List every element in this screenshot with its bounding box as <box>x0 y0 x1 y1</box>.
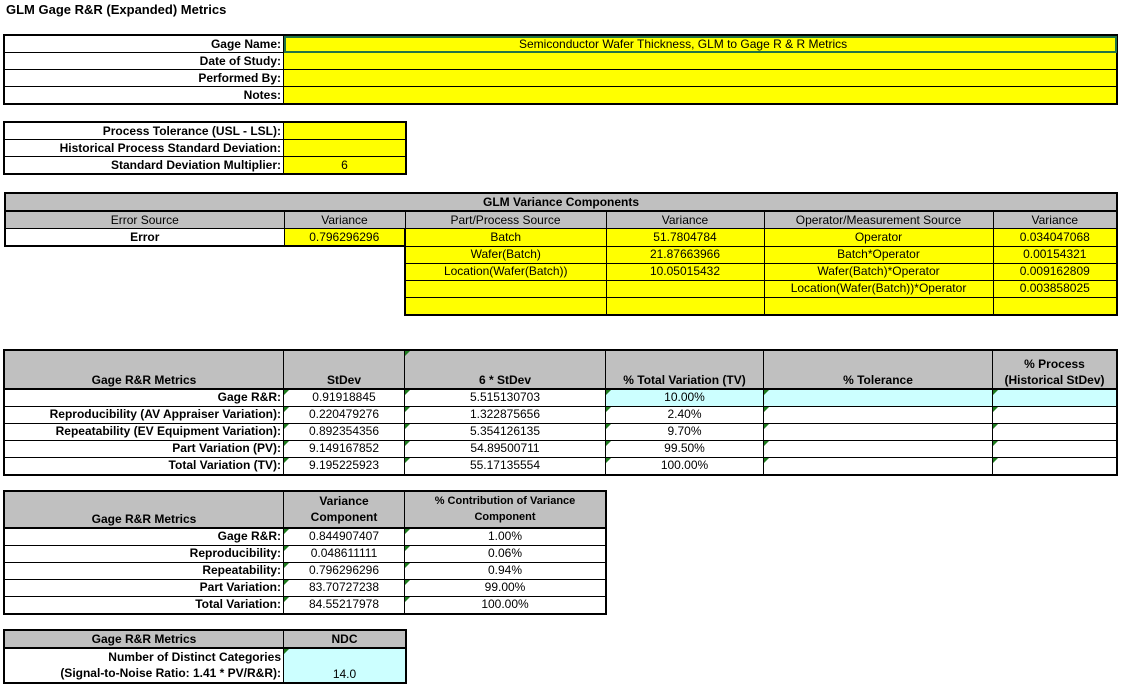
pct-tolerance-cell[interactable] <box>764 423 993 440</box>
metric-label: Reproducibility: <box>5 545 284 562</box>
variance-contribution-table <box>4 491 606 614</box>
variance-cell[interactable]: 83.70727238 <box>284 579 405 596</box>
header-six-stdev: 6 * StDev <box>405 351 606 389</box>
process-params-table <box>4 122 406 174</box>
info-row-date <box>5 53 1117 70</box>
pct-tolerance-cell[interactable] <box>764 440 993 457</box>
glm-row <box>5 297 1117 315</box>
pct-cell[interactable]: 0.94% <box>405 562 606 579</box>
tolerance-label: Process Tolerance (USL - LSL): <box>5 123 284 140</box>
operator-variance-cell[interactable]: 0.009162809 <box>993 263 1117 280</box>
stdev-cell[interactable]: 0.892354356 <box>284 423 405 440</box>
operator-source-cell[interactable]: Location(Wafer(Batch))*Operator <box>764 280 993 297</box>
six-stdev-cell[interactable]: 55.17135554 <box>405 457 606 474</box>
sheet-title: GLM Gage R&R (Expanded) Metrics <box>6 2 227 17</box>
operator-variance-cell[interactable]: 0.00154321 <box>993 246 1117 263</box>
part-source-cell[interactable]: Wafer(Batch) <box>405 246 606 263</box>
table-row <box>5 545 606 562</box>
table-row <box>5 406 1117 423</box>
error-variance-cell[interactable]: 0.796296296 <box>284 229 405 247</box>
pct-process-cell[interactable] <box>993 406 1117 423</box>
gage-name-label: Gage Name: <box>5 36 284 53</box>
pct-tolerance-cell[interactable] <box>764 389 993 407</box>
header-error-variance: Variance <box>284 211 405 229</box>
pct-tv-cell[interactable]: 2.40% <box>606 406 764 423</box>
metric-label: Repeatability: <box>5 562 284 579</box>
metric-label: Total Variation (TV): <box>5 457 284 474</box>
gage-name-cell[interactable]: Semiconductor Wafer Thickness, GLM to Gage R & R Metrics <box>284 36 1117 53</box>
glm-row <box>5 263 1117 280</box>
stdev-cell[interactable]: 9.149167852 <box>284 440 405 457</box>
part-variance-cell[interactable] <box>606 280 764 297</box>
pct-cell[interactable]: 0.06% <box>405 545 606 562</box>
pct-process-cell[interactable] <box>993 389 1117 407</box>
part-source-cell[interactable] <box>405 297 606 315</box>
header-variance-line2: Component <box>310 510 378 525</box>
stdev-cell[interactable]: 0.220479276 <box>284 406 405 423</box>
operator-source-cell[interactable]: Operator <box>764 229 993 247</box>
table-row <box>5 528 606 546</box>
date-cell[interactable] <box>284 53 1117 70</box>
header-pct-process-line1: % Process <box>1024 356 1085 371</box>
pct-process-cell[interactable] <box>993 423 1117 440</box>
table-row <box>5 440 1117 457</box>
header-variance-line1: Variance <box>319 494 369 509</box>
header-error-source: Error Source <box>5 211 284 229</box>
operator-source-cell[interactable] <box>764 297 993 315</box>
metric-label: Gage R&R: <box>5 528 284 546</box>
header-pct-process <box>993 351 1117 389</box>
gage-rr-stdev-table <box>4 350 1117 475</box>
header-operator-source: Operator/Measurement Source <box>764 211 993 229</box>
six-stdev-cell[interactable]: 1.322875656 <box>405 406 606 423</box>
info-row-gage-name <box>5 36 1117 53</box>
metric-label: Part Variation (PV): <box>5 440 284 457</box>
pct-tv-cell[interactable]: 99.50% <box>606 440 764 457</box>
glm-row <box>5 229 1117 247</box>
metric-label: Total Variation: <box>5 596 284 613</box>
variance-cell[interactable]: 0.796296296 <box>284 562 405 579</box>
process-row <box>5 157 406 174</box>
header-operator-variance: Variance <box>993 211 1117 229</box>
ndc-label-line1: Number of Distinct Categories <box>108 650 281 665</box>
table-row <box>5 596 606 613</box>
table-row <box>5 562 606 579</box>
tolerance-cell[interactable] <box>284 123 406 140</box>
variance-cell[interactable]: 0.048611111 <box>284 545 405 562</box>
glm-row <box>5 246 1117 263</box>
six-stdev-cell[interactable]: 5.354126135 <box>405 423 606 440</box>
header-part-variance: Variance <box>606 211 764 229</box>
variance-cell[interactable]: 0.844907407 <box>284 528 405 546</box>
table-row <box>5 457 1117 474</box>
header-pct-tolerance: % Tolerance <box>764 351 993 389</box>
operator-source-cell[interactable]: Wafer(Batch)*Operator <box>764 263 993 280</box>
header-ndc: NDC <box>284 631 406 649</box>
part-variance-cell[interactable]: 21.87663966 <box>606 246 764 263</box>
part-source-cell[interactable]: Batch <box>405 229 606 247</box>
ndc-label-line2: (Signal-to-Noise Ratio: 1.41 * PV/R&R): <box>60 666 281 681</box>
info-row-notes <box>5 87 1117 104</box>
table-row <box>5 423 1117 440</box>
notes-label: Notes: <box>5 87 284 104</box>
header-pct-process-line2: (Historical StDev) <box>1004 372 1105 387</box>
pct-tolerance-cell[interactable] <box>764 457 993 474</box>
header-stdev: StDev <box>284 351 405 389</box>
metric-label: Part Variation: <box>5 579 284 596</box>
ndc-table <box>4 630 406 683</box>
pct-tv-cell[interactable]: 10.00% <box>606 389 764 407</box>
ndc-label <box>5 648 284 682</box>
pct-tolerance-cell[interactable] <box>764 406 993 423</box>
operator-variance-cell[interactable] <box>993 297 1117 315</box>
header-metrics: Gage R&R Metrics <box>5 631 284 649</box>
six-stdev-cell[interactable]: 54.89500711 <box>405 440 606 457</box>
six-stdev-cell[interactable]: 5.515130703 <box>405 389 606 407</box>
pct-cell[interactable]: 99.00% <box>405 579 606 596</box>
table-row <box>5 389 1117 407</box>
ndc-value-cell[interactable]: 14.0 <box>284 648 406 682</box>
part-source-cell[interactable]: Location(Wafer(Batch)) <box>405 263 606 280</box>
multiplier-label: Standard Deviation Multiplier: <box>5 157 284 174</box>
study-info-table <box>4 35 1117 104</box>
stdev-cell[interactable]: 9.195225923 <box>284 457 405 474</box>
glm-variance-table <box>4 192 1118 316</box>
date-label: Date of Study: <box>5 53 284 70</box>
header-pct-contribution <box>405 492 606 528</box>
header-variance-component <box>284 492 405 528</box>
historical-stdev-label: Historical Process Standard Deviation: <box>5 140 284 157</box>
process-row <box>5 123 406 140</box>
header-metrics: Gage R&R Metrics <box>5 492 284 528</box>
info-row-performed-by <box>5 70 1117 87</box>
header-pct-line2: Component <box>474 511 536 524</box>
operator-variance-cell[interactable]: 0.003858025 <box>993 280 1117 297</box>
table-row <box>5 579 606 596</box>
operator-variance-cell[interactable]: 0.034047068 <box>993 229 1117 247</box>
glm-row <box>5 280 1117 297</box>
pct-process-cell[interactable] <box>993 440 1117 457</box>
historical-stdev-cell[interactable] <box>284 140 406 157</box>
pct-tv-cell[interactable]: 9.70% <box>606 423 764 440</box>
pct-process-cell[interactable] <box>993 457 1117 474</box>
pct-cell[interactable]: 1.00% <box>405 528 606 546</box>
performed-by-label: Performed By: <box>5 70 284 87</box>
part-variance-cell[interactable]: 10.05015432 <box>606 263 764 280</box>
metric-label: Reproducibility (AV Appraiser Variation): <box>5 406 284 423</box>
process-row <box>5 140 406 157</box>
performed-by-cell[interactable] <box>284 70 1117 87</box>
header-metrics: Gage R&R Metrics <box>5 351 284 389</box>
part-source-cell[interactable] <box>405 280 606 297</box>
header-part-source: Part/Process Source <box>405 211 606 229</box>
part-variance-cell[interactable]: 51.7804784 <box>606 229 764 247</box>
metric-label: Gage R&R: <box>5 389 284 407</box>
notes-cell[interactable] <box>284 87 1117 104</box>
metric-label: Repeatability (EV Equipment Variation): <box>5 423 284 440</box>
multiplier-cell[interactable]: 6 <box>284 157 406 174</box>
part-variance-cell[interactable] <box>606 297 764 315</box>
error-source-cell: Error <box>5 229 284 247</box>
pct-tv-cell[interactable]: 100.00% <box>606 457 764 474</box>
stdev-cell[interactable]: 0.91918845 <box>284 389 405 407</box>
header-pct-tv: % Total Variation (TV) <box>606 351 764 389</box>
pct-cell[interactable]: 100.00% <box>405 596 606 613</box>
header-pct-line1: % Contribution of Variance <box>434 495 576 508</box>
glm-title: GLM Variance Components <box>5 193 1117 211</box>
variance-cell[interactable]: 84.55217978 <box>284 596 405 613</box>
operator-source-cell[interactable]: Batch*Operator <box>764 246 993 263</box>
